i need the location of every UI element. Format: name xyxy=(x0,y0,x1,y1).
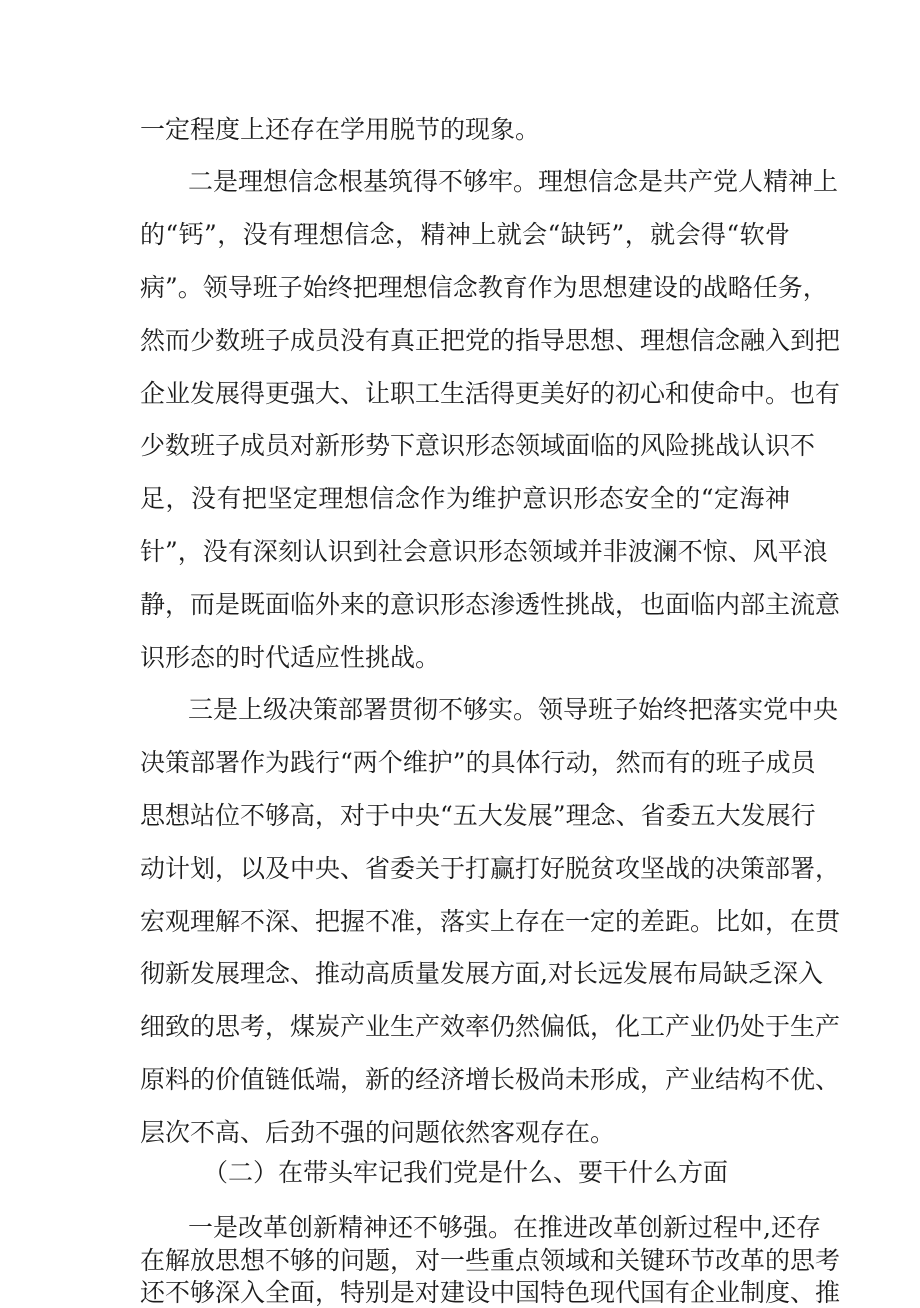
paragraph-line: 病”。领导班子始终把理想信念教育作为思想建设的战略任务， xyxy=(140,273,828,302)
paragraph-line: 然而少数班子成员没有真正把党的指导思想、理想信念融入到把 xyxy=(140,326,841,355)
paragraph-first-line: 一是改革创新精神还不够强。在推进改革创新过程中,还存 xyxy=(188,1213,821,1242)
paragraph-line: 动计划，以及中央、省委关于打赢打好脱贫攻坚战的决策部署， xyxy=(140,854,841,883)
paragraph-line: 宏观理解不深、把握不准，落实上存在一定的差距。比如，在贯 xyxy=(140,907,841,936)
paragraph-line: 原料的价值链低端，新的经济增长极尚未形成，产业结构不优、 xyxy=(140,1065,841,1094)
paragraph-line: 少数班子成员对新形势下意识形态领域面临的风险挑战认识不 xyxy=(140,431,816,460)
paragraph-line: 的“钙”，没有理想信念，精神上就会“缺钙”，就会得“软骨 xyxy=(140,220,790,249)
paragraph-line: 彻新发展理念、推动高质量发展方面,对长远发展布局缺乏深入 xyxy=(140,959,823,988)
section-heading: （二）在带头牢记我们党是什么、要干什么方面 xyxy=(203,1158,729,1187)
paragraph-line: 细致的思考，煤炭产业生产效率仍然偏低，化工产业仍处于生产 xyxy=(140,1012,841,1041)
paragraph-first-line: 三是上级决策部署贯彻不够实。领导班子始终把落实党中央 xyxy=(188,695,839,724)
paragraph-line: 静，而是既面临外来的意识形态渗透性挑战，也面临内部主流意 xyxy=(140,590,841,619)
paragraph-line: 针”，没有深刻认识到社会意识形态领域并非波澜不惊、风平浪 xyxy=(140,537,828,566)
paragraph-line: 在解放思想不够的问题，对一些重点领域和关键环节改革的思考 xyxy=(140,1246,841,1275)
paragraph-line: 足，没有把坚定理想信念作为维护意识形态安全的“定海神 xyxy=(140,484,790,513)
paragraph-line: 思想站位不够高，对于中央“五大发展”理念、省委五大发展行 xyxy=(140,801,816,830)
paragraph-line: 层次不高、后劲不强的问题依然客观存在。 xyxy=(140,1118,616,1147)
paragraph-first-line: 二是理想信念根基筑得不够牢。理想信念是共产党人精神上 xyxy=(188,167,839,196)
paragraph-line: 识形态的时代适应性挑战。 xyxy=(140,643,441,672)
paragraph-line: 还不够深入全面，特别是对建设中国特色现代国有企业制度、推 xyxy=(140,1278,841,1307)
paragraph-line: 企业发展得更强大、让职工生活得更美好的初心和使命中。也有 xyxy=(140,379,841,408)
paragraph-line: 一定程度上还存在学用脱节的现象。 xyxy=(140,115,541,144)
paragraph-line: 决策部署作为践行“两个维护”的具体行动，然而有的班子成员 xyxy=(140,748,816,777)
